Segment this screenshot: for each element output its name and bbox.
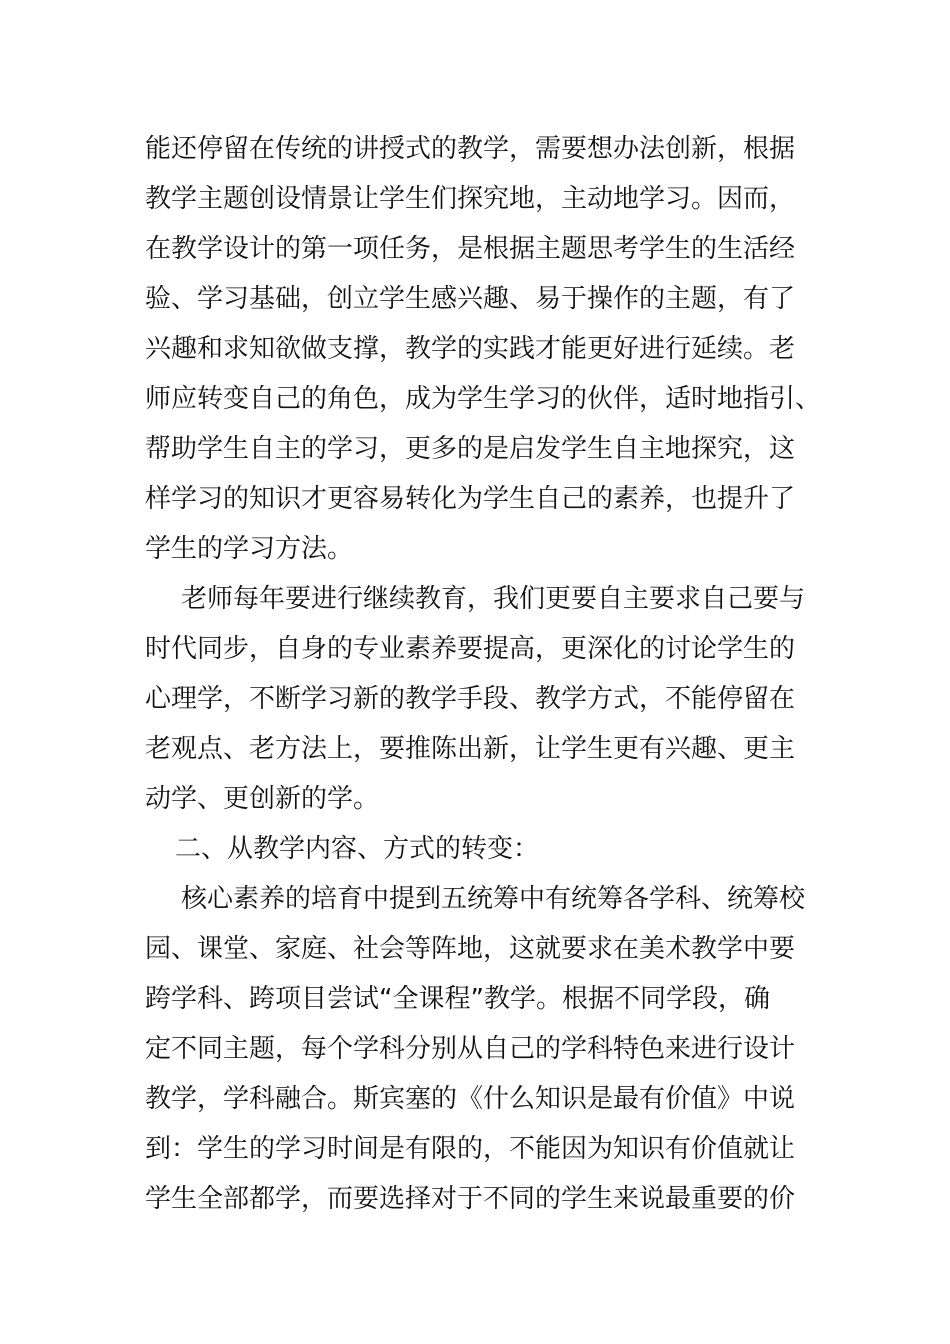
- text-line: 定不同主题，每个学科分别从自己的学科特色来进行设计: [145, 1034, 796, 1064]
- text-line: 兴趣和求知欲做支撑，教学的实践才能更好进行延续。老: [145, 334, 796, 364]
- body-text: [145, 124, 822, 1224]
- text-line: 教学主题创设情景让学生们探究地，主动地学习。因而，: [145, 184, 796, 214]
- text-line: 在教学设计的第一项任务，是根据主题思考学生的生活经: [145, 234, 796, 264]
- text-line: 学生的学习方法。: [145, 534, 354, 564]
- text-line: 跨学科、跨项目尝试“全课程”教学。根据不同学段，确: [145, 984, 770, 1014]
- text-line: 帮助学生自主的学习，更多的是启发学生自主地探究，这: [145, 434, 796, 464]
- text-line: 动学、更创新的学。: [145, 784, 380, 814]
- text-line: 样学习的知识才更容易转化为学生自己的素养，也提升了: [145, 484, 796, 514]
- text-line: 到：学生的学习时间是有限的，不能因为知识有价值就让: [145, 1134, 796, 1164]
- text-line: 时代同步，自身的专业素养要提高，更深化的讨论学生的: [145, 634, 796, 664]
- text-line: 师应转变自己的角色，成为学生学习的伙伴，适时地指引、: [145, 384, 822, 414]
- text-line: 验、学习基础，创立学生感兴趣、易于操作的主题，有了: [145, 284, 796, 314]
- text-line: 老观点、老方法上，要推陈出新，让学生更有兴趣、更主: [145, 734, 796, 764]
- paragraph-first-line: 老师每年要进行继续教育，我们更要自主要求自己要与: [181, 584, 806, 614]
- section-heading: 二、从教学内容、方式的转变：: [175, 834, 540, 864]
- text-line: 心理学，不断学习新的教学手段、教学方式，不能停留在: [145, 684, 796, 714]
- text-line: 园、课堂、家庭、社会等阵地，这就要求在美术教学中要: [145, 934, 796, 964]
- text-line: 能还停留在传统的讲授式的教学，需要想办法创新，根据: [145, 134, 796, 164]
- paragraph-first-line: 核心素养的培育中提到五统筹中有统筹各学科、统筹校: [181, 884, 806, 914]
- text-line: 学生全部都学，而要选择对于不同的学生来说最重要的价: [145, 1184, 796, 1214]
- text-line: 教学，学科融合。斯宾塞的《什么知识是最有价值》中说: [145, 1084, 796, 1114]
